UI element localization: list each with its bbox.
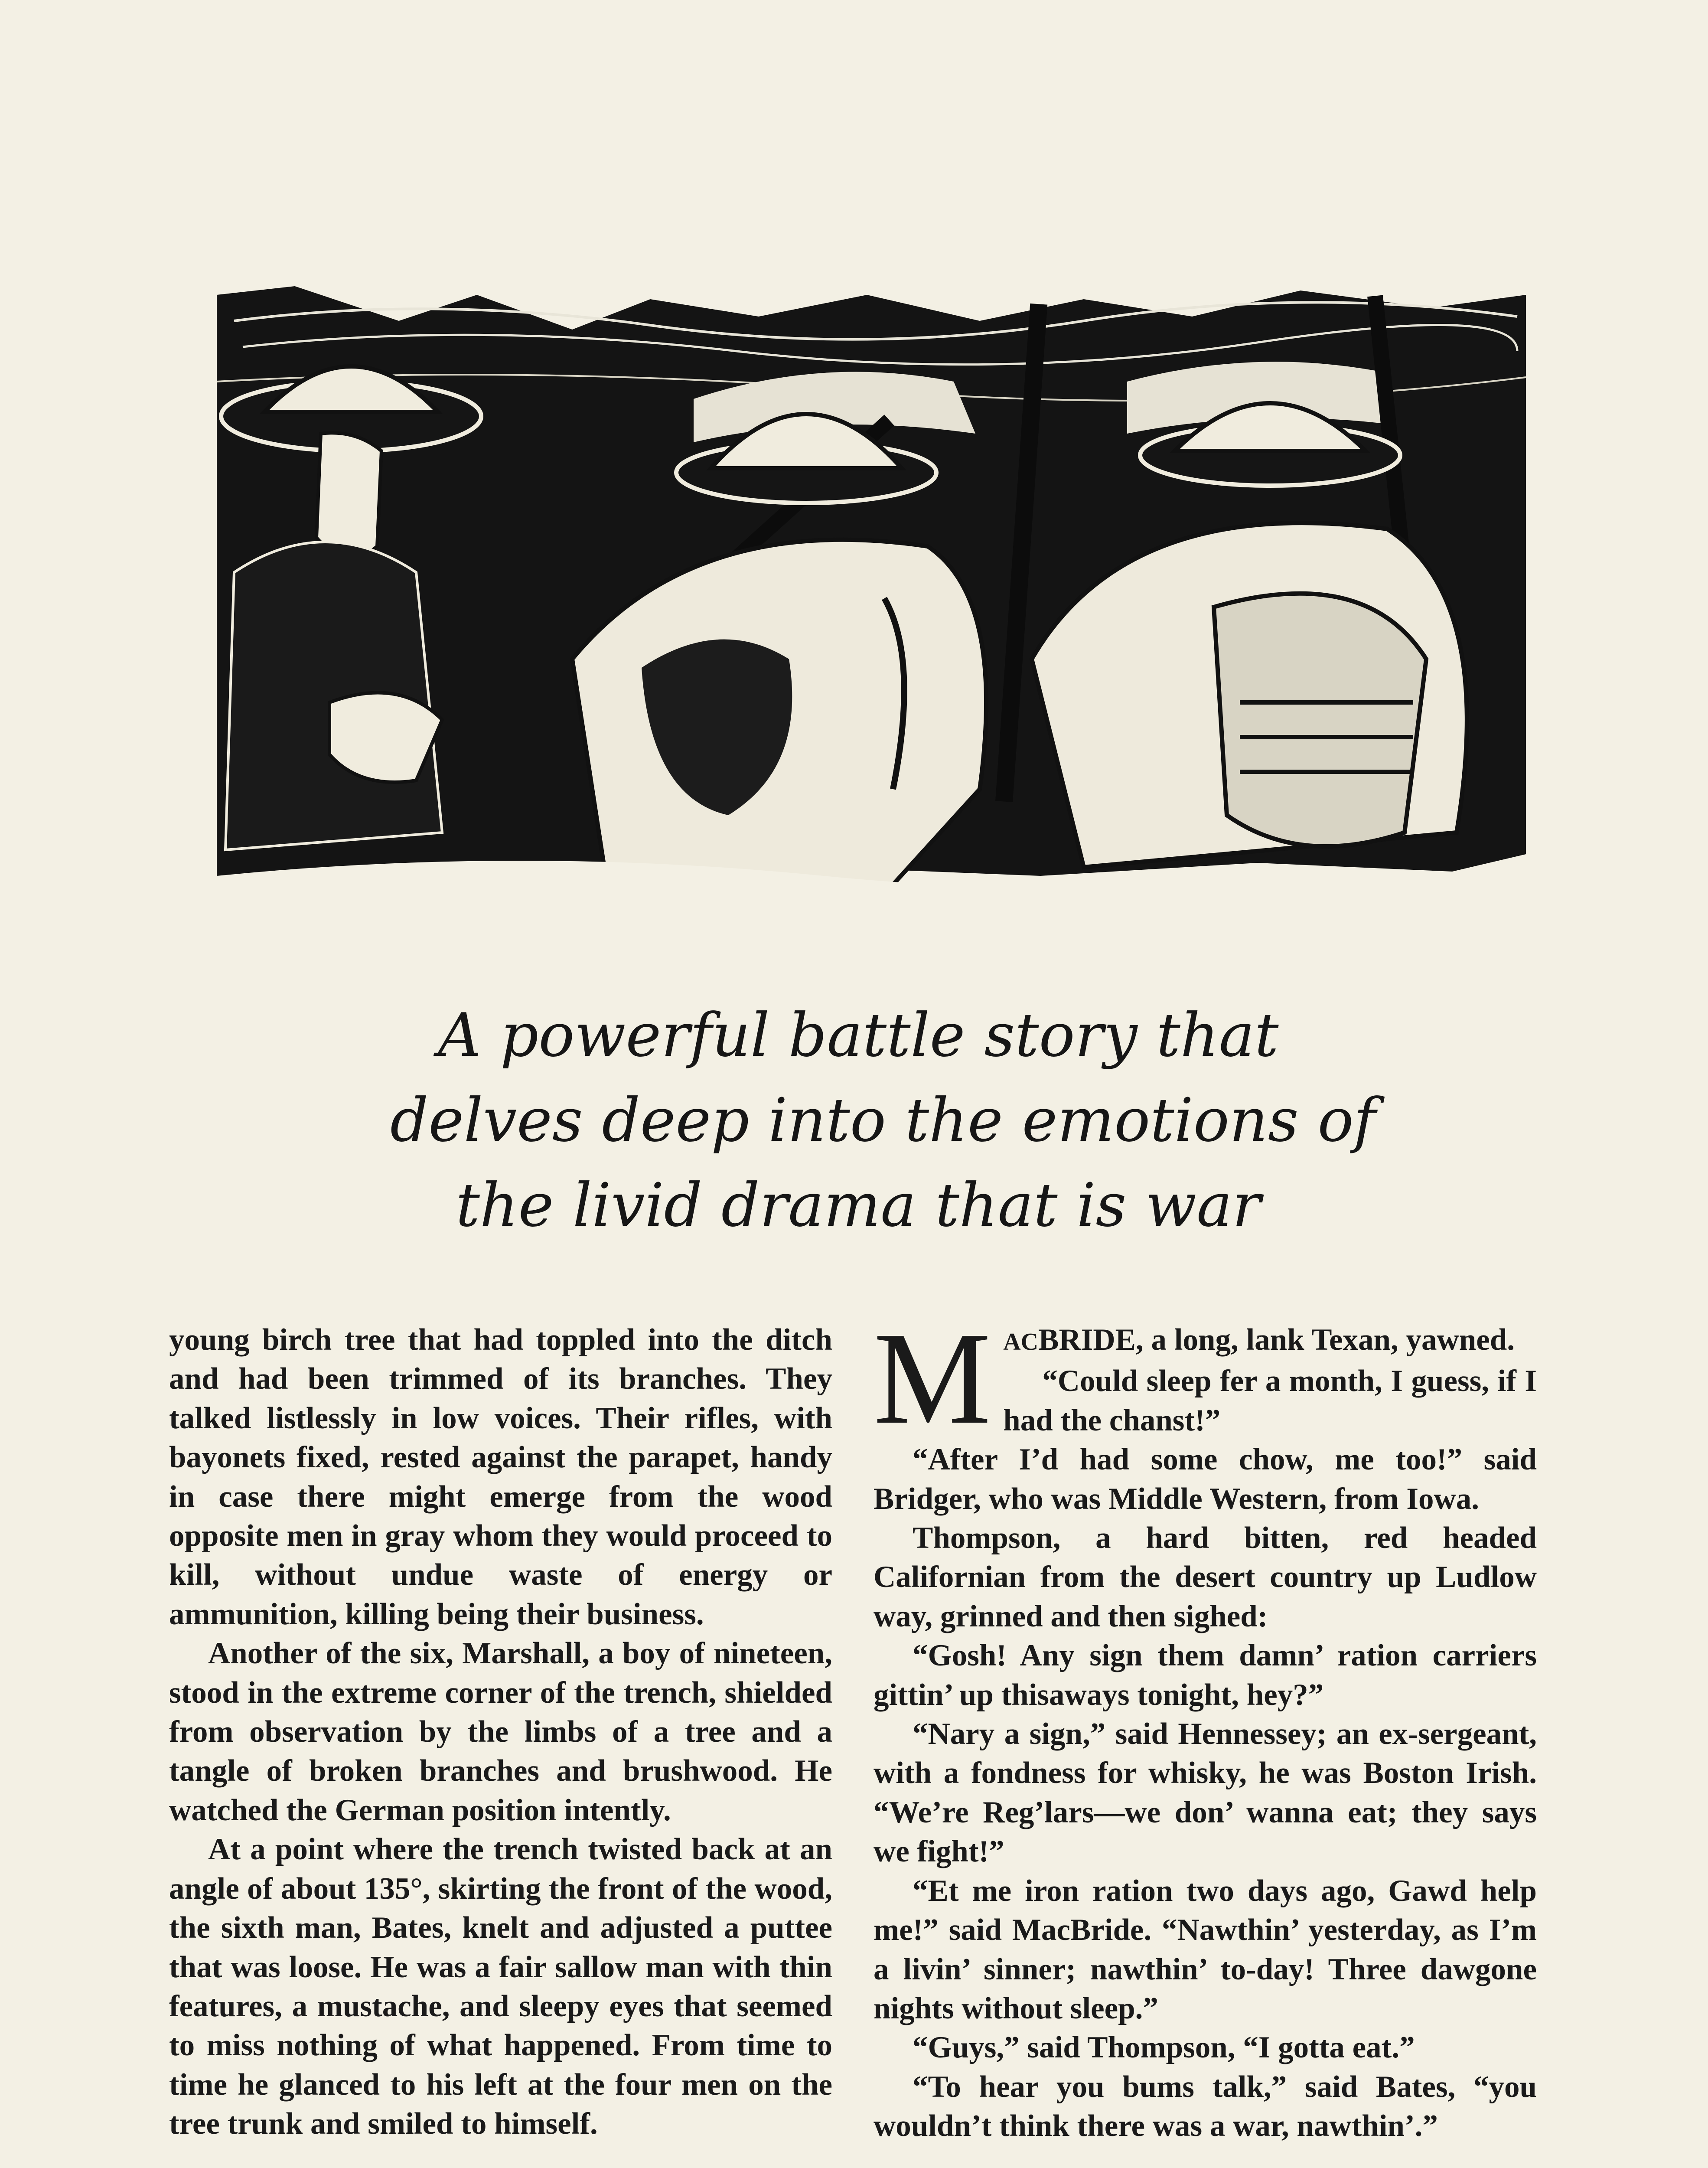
tagline [390, 993, 1376, 1248]
paragraph: “Guys,” said Thompson, “I gotta eat.” [913, 2031, 1415, 2065]
paragraph: “Gosh! Any sign them damn’ ration carriers gittin’ up thisaways tonight, hey?” [874, 1639, 1537, 1712]
soldiers-in-trench-drawing [217, 269, 1526, 924]
left-column [169, 1320, 832, 2144]
tagline-line: A powerful battle story that [438, 1000, 1279, 1070]
tagline-line: delves deep into the emotions of [390, 1085, 1376, 1155]
paragraph: “Et me iron ration two days ago, Gawd help me!” said MacBride. “Nawthin’ yesterday, as I’m a livin’ sinner; nawthin’ to-day! Three dawgone nights without sleep.” [874, 1874, 1537, 2025]
paragraph: “After I’d had some chow, me too!” said Bridger, who was Middle Western, from Iowa. [874, 1443, 1537, 1516]
paragraph: Another of the six, Marshall, a boy of nineteen, stood in the extreme corner of the trench, shielded from observation by the limbs of a tree and a tangle of broken branches and brushwood. He watched the German position intently. [169, 1636, 832, 1827]
small-caps: AC [1003, 1329, 1039, 1355]
paragraph: “Nary a sign,” said Hennessey; an ex-sergeant, with a fondness for whisky, he was Boston Irish. “We’re Reg’lars—we don’ wanna eat; they says we fight!” [874, 1717, 1537, 1869]
tagline-line: the livid drama that is war [456, 1170, 1261, 1240]
paragraph: “To hear you bums talk,” said Bates, “you wouldn’t think there was a war, nawthin’.” [874, 2070, 1537, 2143]
drop-cap: M [874, 1305, 991, 1451]
paragraph: At a point where the trench twisted back at an angle of about 135°, skirting the front of the wood, the sixth man, Bates, knelt and adjusted a puttee that was loose. He was a fair sallow man with thin features, a mustache, and sleepy eyes that seemed to miss nothing of what happened. From time to time he glanced to his left at the four men on the tree trunk and smiled to himself. [169, 1832, 832, 2141]
paragraph: young birch tree that had toppled into the ditch and had been trimmed of its branches. They talked listlessly in low voices. Their rifles, with bayonets fixed, rested against the parapet, handy in case there might emerge from the wood opposite men in gray whom they would proceed to kill, without undue waste of energy or ammunition, killing being their business. [169, 1323, 832, 1631]
opening-text: BRIDE, a long, lank Texan, yawned. [1038, 1323, 1515, 1357]
right-column [874, 1305, 1537, 2146]
paragraph: “Could sleep fer a month, I guess, if I had the chanst!” [1003, 1364, 1537, 1437]
paragraph: Thompson, a hard bitten, red headed Californian from the desert country up Ludlow way, grinned and then sighed: [874, 1521, 1537, 1633]
trench-illustration [217, 269, 1526, 924]
